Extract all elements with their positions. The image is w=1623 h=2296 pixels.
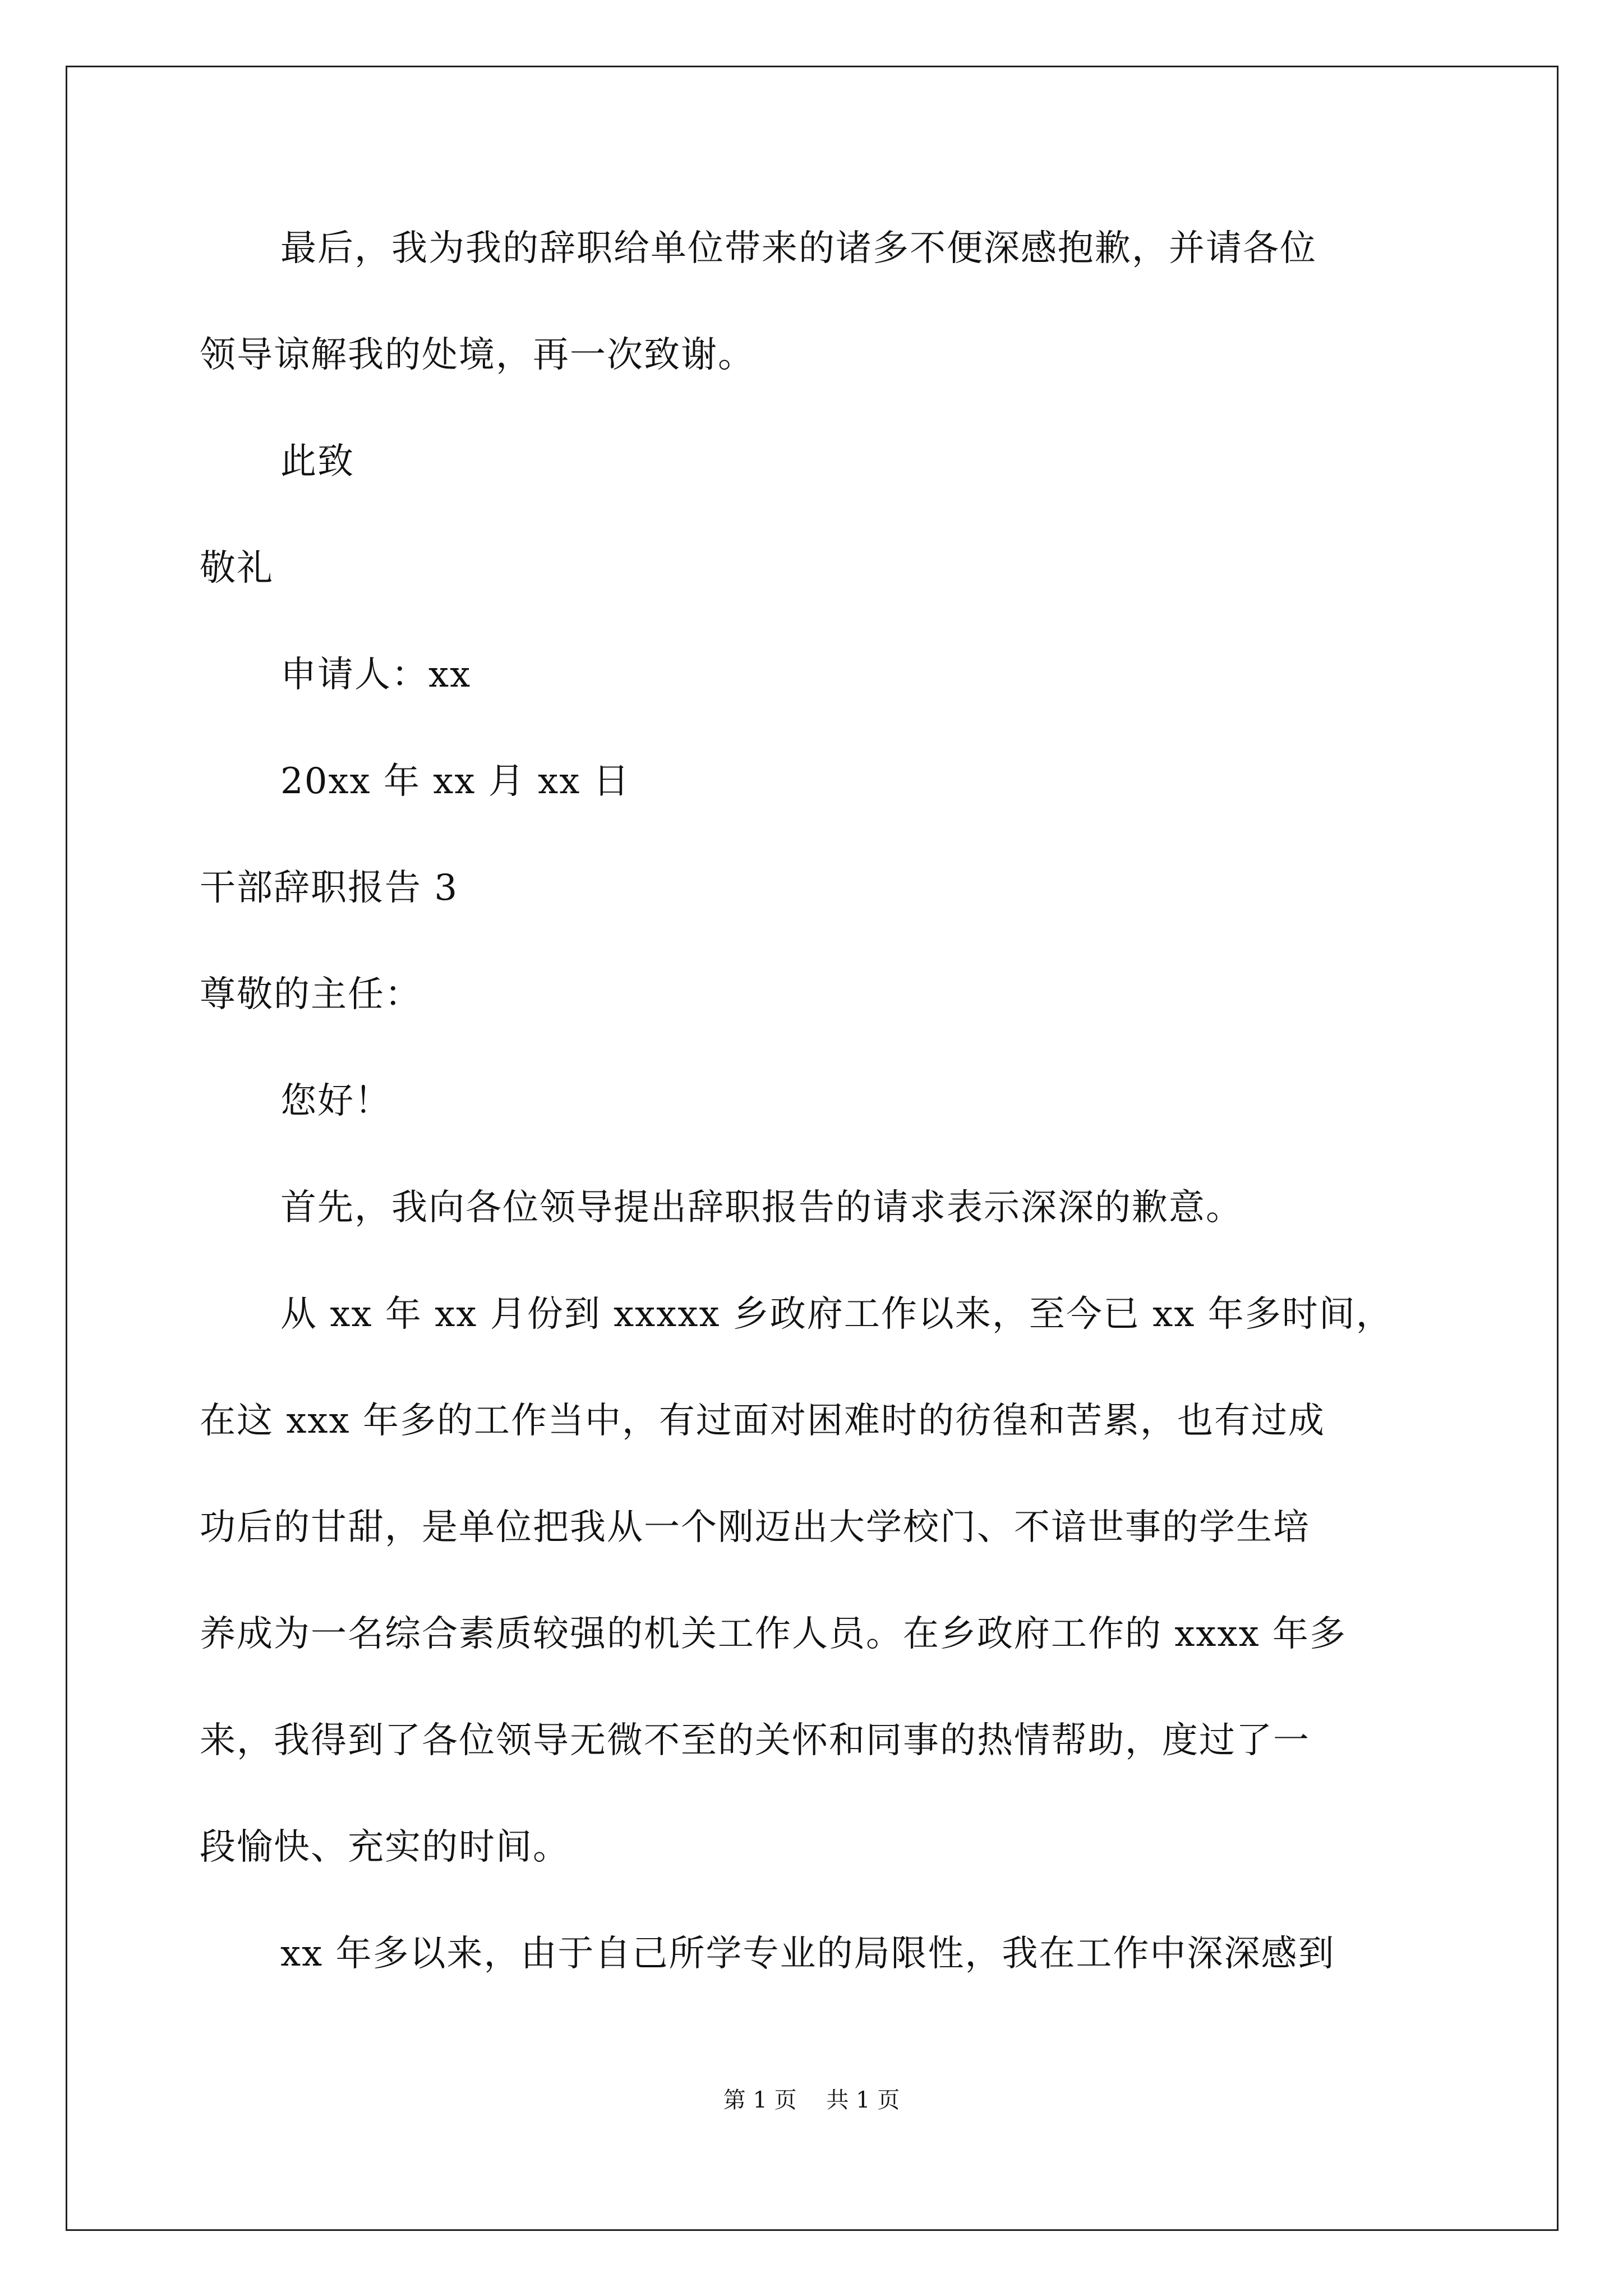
section-title: 干部辞职报告 3: [200, 867, 459, 909]
closing-salutation: 此致: [280, 441, 354, 482]
body-line: 养成为一名综合素质较强的机关工作人员。在乡政府工作的 xxxx 年多: [200, 1613, 1347, 1655]
body-line: 最后，我为我的辞职给单位带来的诸多不便深感抱歉，并请各位: [280, 228, 1317, 269]
applicant-line: 申请人：xx: [280, 654, 472, 696]
body-line: 领导谅解我的处境，再一次致谢。: [200, 334, 755, 376]
page-footer: [0, 2083, 1623, 2117]
body-line: 首先，我向各位领导提出辞职报告的请求表示深深的歉意。: [280, 1187, 1243, 1228]
addressee-line: 尊敬的主任：: [200, 974, 422, 1015]
page-total: 共 1 页: [826, 2087, 900, 2113]
body-line: 功后的甘甜，是单位把我从一个刚迈出大学校门、不谙世事的学生培: [200, 1507, 1310, 1548]
body-line: 在这 xxx 年多的工作当中，有过面对困难时的彷徨和苦累，也有过成: [200, 1400, 1325, 1442]
body-line: xx 年多以来，由于自己所学专业的局限性，我在工作中深深感到: [280, 1933, 1335, 1975]
date-line: 20xx 年 xx 月 xx 日: [280, 761, 630, 802]
page-border: [66, 66, 1559, 2231]
body-line: 来，我得到了各位领导无微不至的关怀和同事的热情帮助，度过了一: [200, 1720, 1310, 1761]
page-number: 第 1 页: [723, 2087, 797, 2113]
body-line: 从 xx 年 xx 月份到 xxxxx 乡政府工作以来，至今已 xx 年多时间，: [280, 1294, 1393, 1335]
greeting-line: 您好！: [280, 1080, 391, 1122]
closing-regards: 敬礼: [200, 547, 274, 589]
body-line: 段愉快、充实的时间。: [200, 1826, 570, 1868]
